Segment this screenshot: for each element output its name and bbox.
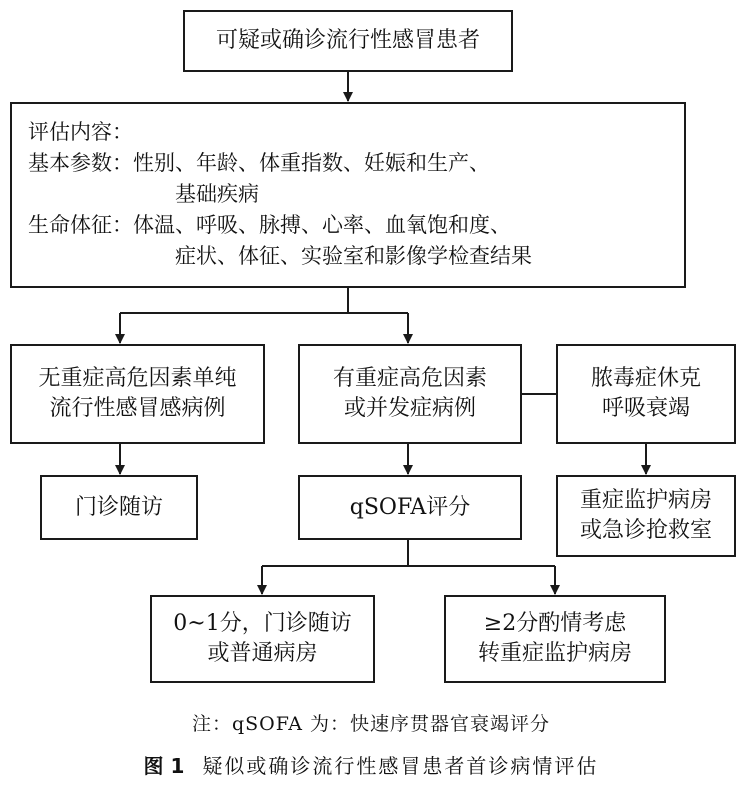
box-assessment — [10, 102, 686, 288]
basic-params-line2: 基础疾病 — [175, 182, 259, 206]
figure-title: 疑似或确诊流行性感冒患者首诊病情评估 — [202, 754, 599, 778]
box-high-score — [444, 595, 666, 683]
box-icu-line1: 重症监护病房 — [579, 488, 712, 513]
box-no-risk-line2: 流行性感冒感病例 — [49, 396, 226, 421]
box-has-risk — [298, 344, 522, 444]
box-sepsis-line1: 脓毒症休克 — [590, 366, 701, 391]
vital-signs-label: 生命体征： — [28, 213, 133, 237]
box-suspected-patient-text: 可疑或确诊流行性感冒患者 — [215, 28, 480, 53]
vital-signs-line1: 体温、呼吸、脉搏、心率、血氧饱和度、 — [133, 213, 511, 237]
box-outpatient-text: 门诊随访 — [74, 494, 163, 520]
vital-signs-line2: 症状、体征、实验室和影像学检查结果 — [175, 244, 532, 268]
box-qsofa — [298, 475, 522, 540]
box-low-score-line2: 或普通病房 — [207, 641, 318, 666]
box-has-risk-line2: 或并发症病例 — [343, 396, 476, 421]
box-outpatient — [40, 475, 198, 540]
box-high-score-line2: 转重症监护病房 — [477, 641, 632, 666]
assessment-title: 评估内容： — [28, 120, 133, 144]
box-high-score-line1: ≥2分酌情考虑 — [483, 611, 627, 636]
box-low-score — [150, 595, 375, 683]
box-has-risk-line1: 有重症高危因素 — [332, 366, 487, 391]
basic-params-label: 基本参数： — [28, 151, 133, 175]
box-icu-line2: 或急诊抢救室 — [579, 518, 712, 543]
box-sepsis — [556, 344, 736, 444]
figure-caption — [0, 750, 742, 779]
box-suspected-patient — [183, 10, 513, 72]
figure-note: 注：qSOFA 为：快速序贯器官衰竭评分 — [191, 713, 551, 735]
box-icu — [556, 475, 736, 557]
box-sepsis-line2: 呼吸衰竭 — [601, 396, 690, 421]
box-no-risk-line1: 无重症高危因素单纯 — [38, 366, 237, 391]
box-qsofa-text: qSOFA评分 — [349, 494, 471, 520]
basic-params-line1: 性别、年龄、体重指数、妊娠和生产、 — [133, 151, 490, 175]
box-low-score-line1: 0~1分，门诊随访 — [173, 611, 352, 636]
figure-number: 图 1 — [143, 754, 185, 778]
box-no-risk — [10, 344, 265, 444]
